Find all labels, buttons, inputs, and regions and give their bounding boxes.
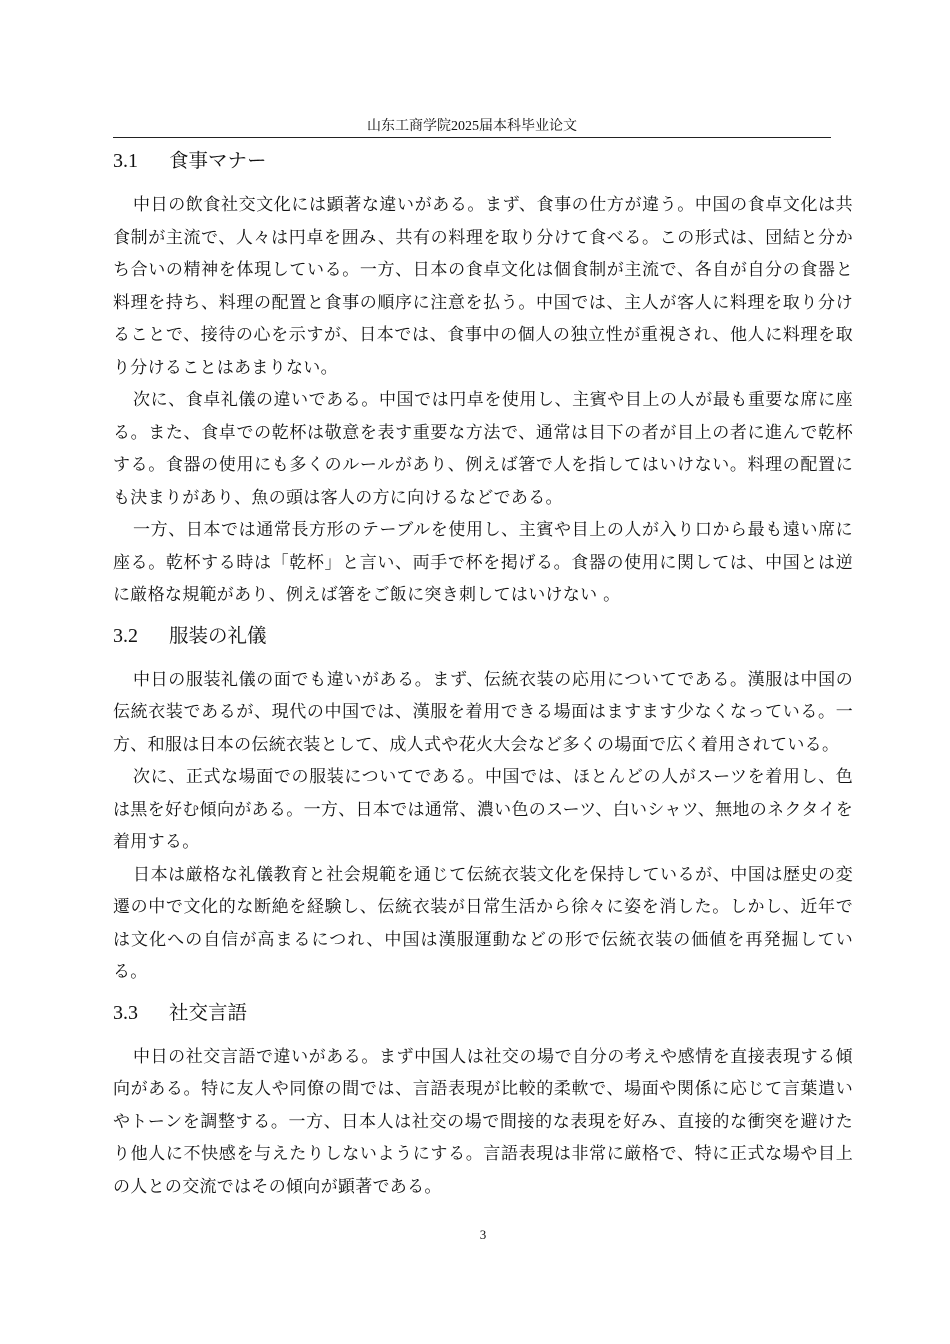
paragraph: 一方、日本では通常長方形のテーブルを使用し、主賓や目上の人が入り口から最も遠い席に座る。乾杯する時は「乾杯」と言い、両手で杯を掲げる。食器の使用に関しては、中国とは逆に厳格な規範があり、例えば箸をご飯に突き刺してはいけない 。 xyxy=(113,520,853,605)
section-heading-3-1 xyxy=(113,145,853,177)
section-heading-3-2 xyxy=(113,620,853,652)
paragraph: 中日の服装礼儀の面でも違いがある。まず、伝統衣装の応用についてである。漢服は中国の伝統衣装であるが、現代の中国では、漢服を着用できる場面はますます少なくなっている。一方、和服は日本の伝統衣装として、成人式や花火大会など多くの場面で広く着用されている。 xyxy=(113,669,853,755)
paragraph: 中日の社交言語で違いがある。まず中国人は社交の場で自分の考えや感情を直接表現する傾向がある。特に友人や同僚の間では、言語表現が比較的柔軟で、場面や関係に応じて言葉遣いやトーンを調整する。一方、日本人は社交の場で間接的な表現を好み、直接的な衝突を避けたり他人に不快感を与えたりしないようにする。言語表現は非常に厳格で、特に正式な場や目上の人との交流ではその傾向が顕著である。 xyxy=(113,1046,854,1197)
paragraph: 中日の飲食社交文化には顕著な違いがある。まず、食事の仕方が違う。中国の食卓文化は共食制が主流で、人々は円卓を囲み、共有の料理を取り分けて食べる。この形式は、団結と分かち合いの精神を体現している。一方、日本の食卓文化は個食制が主流で、各自が自分の食器と料理を持ち、料理の配置と食事の順序に注意を払う。中国では、主人が客人に料理を取り分けることで、接待の心を示すが、日本では、食事中の個人の独立性が重視され、他人に料理を取り分けることはあまりない。 xyxy=(113,195,853,378)
header-rule xyxy=(113,137,831,138)
section-number: 3.1 xyxy=(113,150,138,172)
page-number: 3 xyxy=(479,1227,487,1242)
section-number: 3.3 xyxy=(113,1001,138,1024)
section-number: 3.2 xyxy=(113,624,138,647)
section-title: 食事マナー xyxy=(169,149,267,172)
paragraph: 次に、食卓礼儀の違いである。中国では円卓を使用し、主賓や目上の人が最も重要な席に座る。また、食卓での乾杯は敬意を表す重要な方法で、通常は目下の者が目上の者に進んで乾杯する。食器の使用にも多くのルールがあり、例えば箸で人を指してはいけない。料理の配置にも決まりがあり、魚の頭は客人の方に向けるなどである。 xyxy=(113,390,853,508)
paragraph: 日本は厳格な礼儀教育と社会規範を通じて伝統衣装文化を保持しているが、中国は歴史の変遷の中で文化的な断絶を経験し、伝統衣装が日常生活から徐々に姿を消した。しかし、近年では文化への自信が高まるにつれ、中国は漢服運動などの形で伝統衣装の価値を再発掘している。 xyxy=(113,864,853,982)
paragraph: 次に、正式な場面での服装についてである。中国では、ほとんどの人がスーツを着用し、色は黒を好む傾向がある。一方、日本では通常、濃い色のスーツ、白いシャツ、無地のネクタイを着用する。 xyxy=(113,767,853,852)
running-header: 山东工商学院2025届本科毕业论文 xyxy=(367,119,577,134)
section-heading-3-3 xyxy=(113,997,853,1029)
document-body xyxy=(113,145,853,1203)
section-title: 服装の礼儀 xyxy=(169,623,267,647)
section-title: 社交言語 xyxy=(169,1000,248,1024)
